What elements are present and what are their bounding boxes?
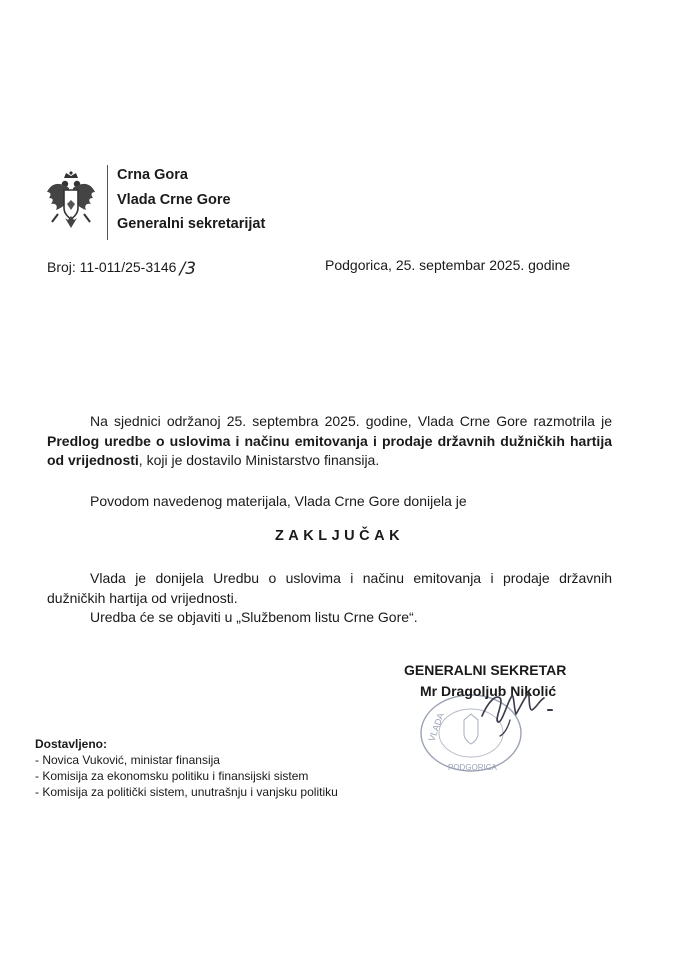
- signatory-title: GENERALNI SEKRETAR: [404, 662, 567, 678]
- handwritten-suffix: /3: [179, 259, 197, 279]
- reference-number-text: Broj: 11-011/25-3146: [47, 259, 177, 275]
- paragraph-session-end: , koji je dostavilo Ministarstvo finansija.: [138, 452, 380, 468]
- reference-number: [47, 257, 196, 277]
- paragraph-decision: Vlada je donijela Uredbu o uslovima i načinu emitovanja i prodaje državnih dužničkih hartija od vrijednosti.: [47, 570, 612, 606]
- handwritten-signature-icon: [470, 680, 560, 740]
- seal-text-bottom: PODGORICA: [448, 763, 497, 772]
- distribution-list: [35, 736, 338, 800]
- paragraph-adoption: Povodom navedenog materijala, Vlada Crne Gore donijela je: [90, 493, 467, 509]
- distribution-title: Dostavljeno:: [35, 737, 108, 751]
- paragraph-session: [47, 412, 612, 471]
- country-name: Crna Gora: [117, 167, 188, 183]
- seal-text-left: VLADA: [426, 711, 446, 743]
- header-divider: [107, 165, 108, 240]
- coat-of-arms-icon: [44, 170, 98, 234]
- proposal-title: Predlog uredbe o uslovima i načinu emitovanja i prodaje državnih dužničkih hartija od vrijednosti: [47, 432, 612, 468]
- list-item: - Novica Vuković, ministar finansija: [35, 753, 220, 767]
- conclusion-heading: ZAKLJUČAK: [274, 528, 405, 544]
- office-name: Generalni sekretarijat: [117, 216, 266, 232]
- list-item: - Komisija za ekonomsku politiku i finansijski sistem: [35, 769, 309, 783]
- recipient-list: [35, 752, 338, 800]
- government-name: Vlada Crne Gore: [117, 191, 231, 208]
- list-item: - Komisija za politički sistem, unutrašnju i vanjsku politiku: [35, 785, 338, 799]
- paragraph-publication: Uredba će se objaviti u „Službenom listu Crne Gore“.: [90, 609, 418, 625]
- signatory-name: Mr Dragoljub Nikolić: [420, 683, 557, 699]
- issuer-block: [117, 163, 265, 237]
- document-date: Podgorica, 25. septembar 2025. godine: [325, 257, 571, 273]
- paragraph-session-intro: Na sjednici održanoj 25. septembra 2025. godine, Vlada Crne Gore razmotrila je: [90, 413, 612, 429]
